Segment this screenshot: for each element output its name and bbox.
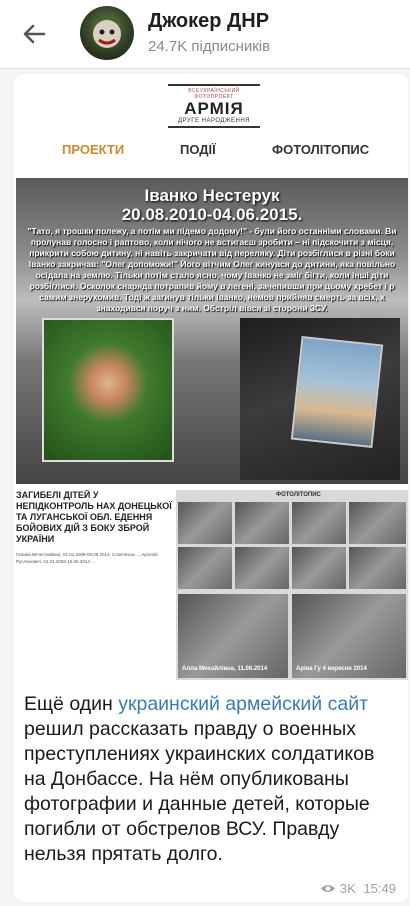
subscriber-count: 24.7K підписників bbox=[148, 38, 271, 55]
memorial-text: "Тато, я трошки полежу, а потім ми підемо додому!" - були його останніми словами. Ви пролунав голосно і раптово, коли нічого не встигаєш зробити – ні підскочити з місця, прикрити собою дитину, ні навіть закричати від переляку. Діти розбіглися в різні боки Іванко закричав: "Олег допоможи!" Його вітчим Олег кинувся до дитини, яка повільно осідала на землю. Тільки потім стало ясно, чому Іванко не зміг бігти, коли інші діти розбіглися. Осколок снаряда потрапив йому в легені, зачепивши при цьому хребет і р самим знерухомив. Тоді ж загинув тільки Іванко, немов прийняв смерть за всіх, х знаходився поруч з ним. Обстріл вівся зі сторони ЗСУ. bbox=[27, 226, 397, 313]
channel-avatar[interactable] bbox=[80, 6, 134, 60]
nav-events: ПОДІЇ bbox=[180, 142, 216, 157]
photo-grid: ФОТОЛІТОПИС Алла Михайлівна, 11.08.2014 Аріна Гу 4 вересня 2014 bbox=[176, 490, 408, 680]
army-logo: ВСЕУКРАЇНСЬКИЙ ФОТОПРОЕКТ АРМІЯ ДРУГЕ НАРОДЖЕННЯ bbox=[168, 84, 260, 128]
message-meta bbox=[320, 881, 396, 896]
eye-icon bbox=[320, 883, 336, 894]
message-link[interactable]: украинский армейский сайт bbox=[118, 693, 369, 715]
nav-projects: ПРОЕКТИ bbox=[62, 142, 125, 157]
message-text: Ещё один украинский армейский сайт решил рассказать правду о военных преступлениях украинских солдатиков на Донбассе. На нём опубликованы фотографии и данные детей, которые погибли от обстрелов ВСУ. Правду нельзя прятать долго. bbox=[24, 693, 375, 865]
nav-photo-chronicle: ФОТОЛІТОПИС bbox=[272, 142, 370, 157]
back-arrow-icon[interactable] bbox=[18, 18, 50, 50]
channel-title[interactable]: Джокер ДНР bbox=[148, 10, 270, 32]
article-excerpt: ЗАГИБЕЛІ ДІТЕЙ У НЕПІДКОНТРОЛЬ НАХ ДОНЕЦЬКОЇ ТА ЛУГАНСЬКОЇ ОБЛ. ЕДЕННЯ БОЙОВИХ ДІЙ З БОКУ ЗБРОЙ УКРАЇНИ Галина Вячеславівна, 01.01.2008-08.06.2014, Слов'янськ ... Арсеній Русланович, 01.01.2006-15.06.2014 ... bbox=[16, 490, 172, 564]
card-caption: Алла Михайлівна, 11.08.2014 bbox=[182, 666, 268, 672]
hand-holding-photo bbox=[240, 318, 400, 480]
view-count: 3K bbox=[339, 881, 356, 896]
memorial-title: Іванко Нестерук 20.08.2010-04.06.2015. bbox=[121, 186, 303, 224]
card-caption: Аріна Гу 4 вересня 2014 bbox=[296, 666, 367, 672]
message-bubble bbox=[14, 74, 408, 902]
channel-header bbox=[0, 0, 410, 69]
second-screenshot-image[interactable] bbox=[14, 484, 408, 688]
message-time: 15:49 bbox=[363, 881, 396, 896]
child-photo bbox=[42, 318, 174, 462]
website-screenshot-image[interactable] bbox=[14, 74, 408, 484]
memorial-panel bbox=[16, 178, 408, 484]
